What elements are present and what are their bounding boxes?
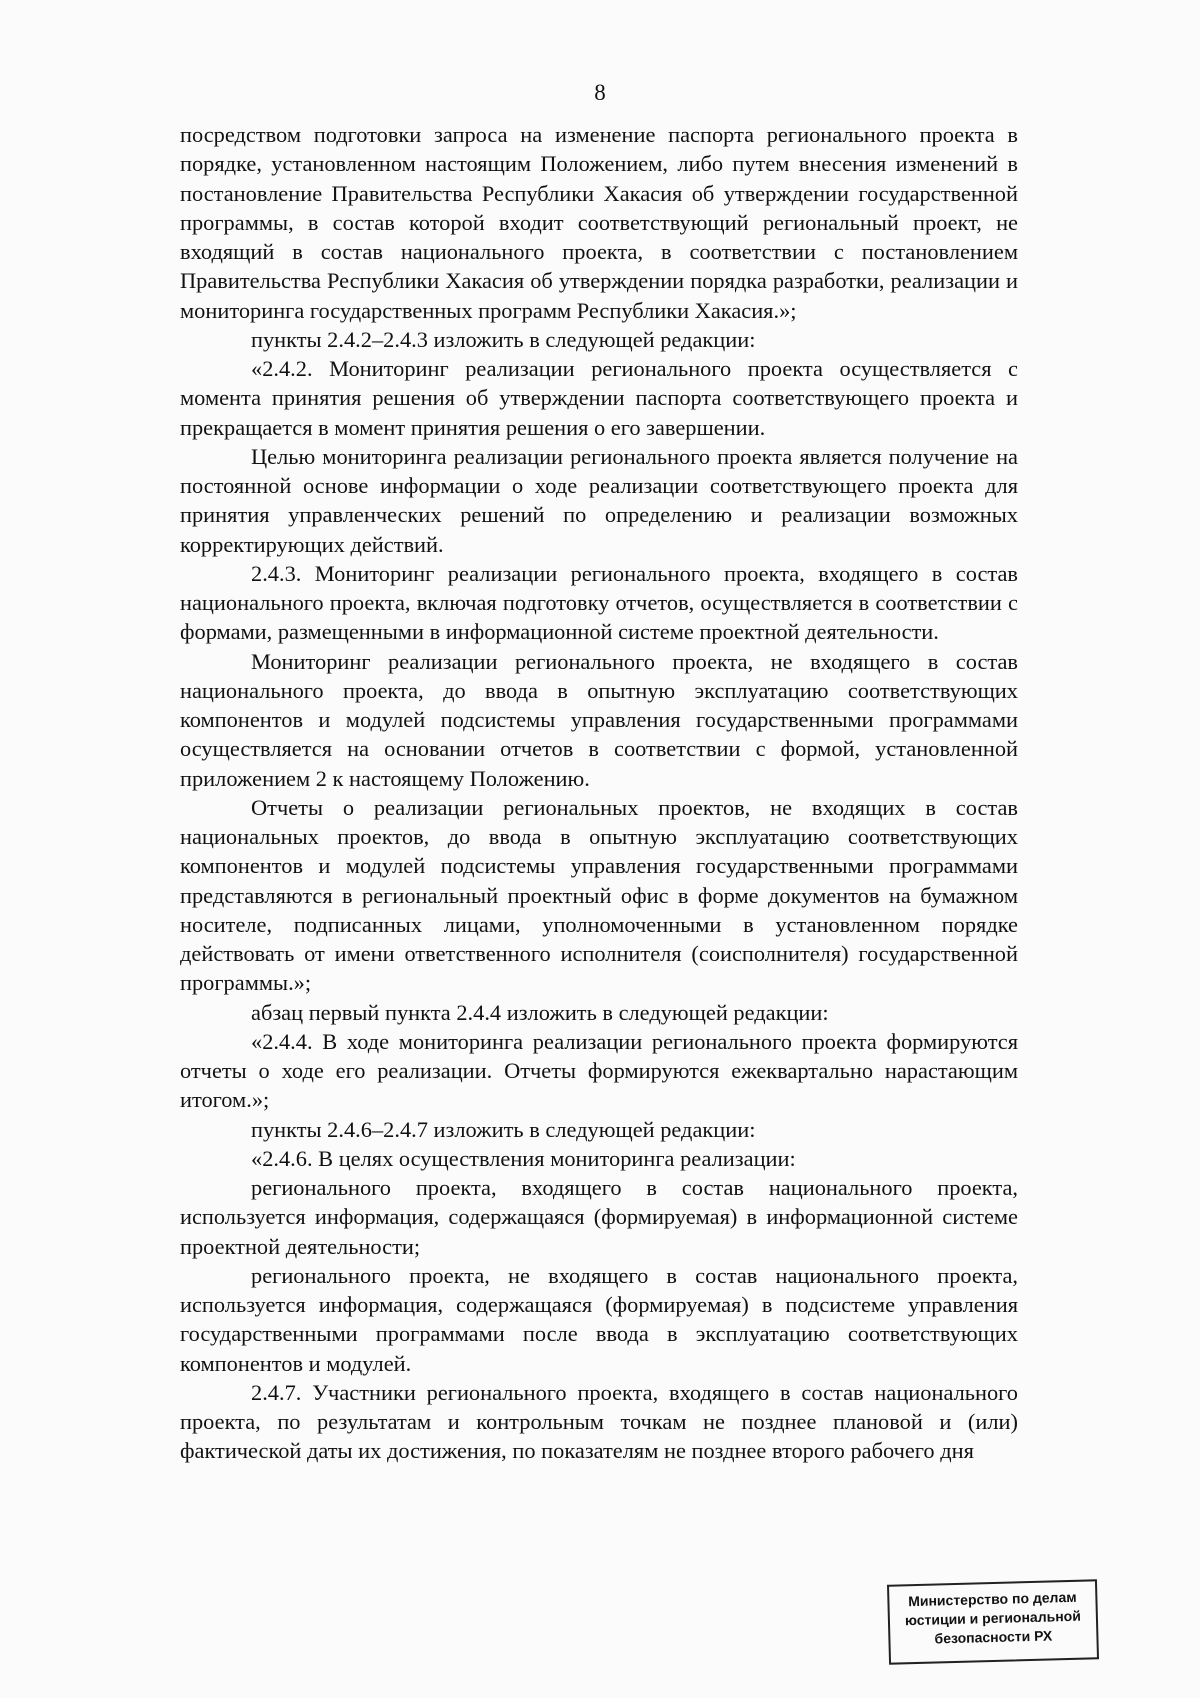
paragraph: абзац первый пункта 2.4.4 изложить в следующей редакции: (251, 999, 829, 1025)
paragraph: 2.4.7. Участники регионального проекта, входящего в состав национального проекта, по результатам и контрольным точкам не позднее плановой и (или) фактической даты их достижения, по показателям не позднее второго рабочего дня (180, 1379, 1018, 1464)
paragraph: регионального проекта, не входящего в состав национального проекта, используется информация, содержащаяся (формируемая) в подсистеме управления государственными программами после ввода в эксплуатацию соответствующих компонентов и модулей. (180, 1262, 1018, 1376)
paragraph: посредством подготовки запроса на изменение паспорта регионального проекта в порядке, установленном настоящим Положением, либо путем внесения изменений в постановление Правительства Республики Хакасия об утверждении государственной программы, в состав которой входит соответствующий региональный проект, не входящий в состав национального проекта, в соответствии с постановлением Правительства Республики Хакасия об утверждении порядка разработки, реализации и мониторинга государственных программ Республики Хакасия.»; (180, 122, 1018, 323)
stamp-line: безопасности РХ (934, 1627, 1053, 1647)
paragraph: «2.4.6. В целях осуществления мониторинга реализации: (251, 1145, 796, 1171)
document-body (180, 120, 1018, 1466)
stamp-line: Министерство по делам (907, 1588, 1077, 1610)
paragraph: Мониторинг реализации регионального проекта, не входящего в состав национального проекта, до ввода в опытную эксплуатацию соответствующих компонентов и модулей подсистемы управления государственными программами осуществляется на основании отчетов в соответствии с формой, установленной приложением 2 к настоящему Положению. (180, 648, 1018, 791)
stamp-line: юстиции и региональной (904, 1607, 1082, 1629)
page-number: 8 (594, 80, 606, 105)
paragraph: 2.4.3. Мониторинг реализации регионального проекта, входящего в состав национального проекта, включая подготовку отчетов, осуществляется в соответствии с формами, размещенными в информационной системе проектной деятельности. (180, 560, 1018, 645)
paragraph: пункты 2.4.2–2.4.3 изложить в следующей редакции: (251, 326, 756, 352)
ministry-stamp (887, 1579, 1099, 1664)
paragraph: Целью мониторинга реализации регионального проекта является получение на постоянной основе информации о ходе реализации соответствующего проекта для принятия управленческих решений по определению и реализации возможных корректирующих действий. (180, 443, 1018, 557)
paragraph: Отчеты о реализации региональных проектов, не входящих в состав национальных проектов, до ввода в опытную эксплуатацию соответствующих компонентов и модулей подсистемы управления государственными программами представляются в региональный проектный офис в форме документов на бумажном носителе, подписанных лицами, уполномоченными в установленном порядке действовать от имени ответственного исполнителя (соисполнителя) государственной программы.»; (180, 794, 1018, 996)
paragraph: «2.4.2. Мониторинг реализации регионального проекта осуществляется с момента принятия решения об утверждении паспорта соответствующего проекта и прекращается в момент принятия решения о его завершении. (180, 356, 1018, 440)
paragraph: регионального проекта, входящего в состав национального проекта, используется информация, содержащаяся (формируемая) в информационной системе проектной деятельности; (180, 1175, 1018, 1259)
paragraph: «2.4.4. В ходе мониторинга реализации регионального проекта формируются отчеты о ходе его реализации. Отчеты формируются ежеквартально нарастающим итогом.»; (180, 1028, 1018, 1113)
paragraph: пункты 2.4.6–2.4.7 изложить в следующей редакции: (251, 1116, 756, 1142)
